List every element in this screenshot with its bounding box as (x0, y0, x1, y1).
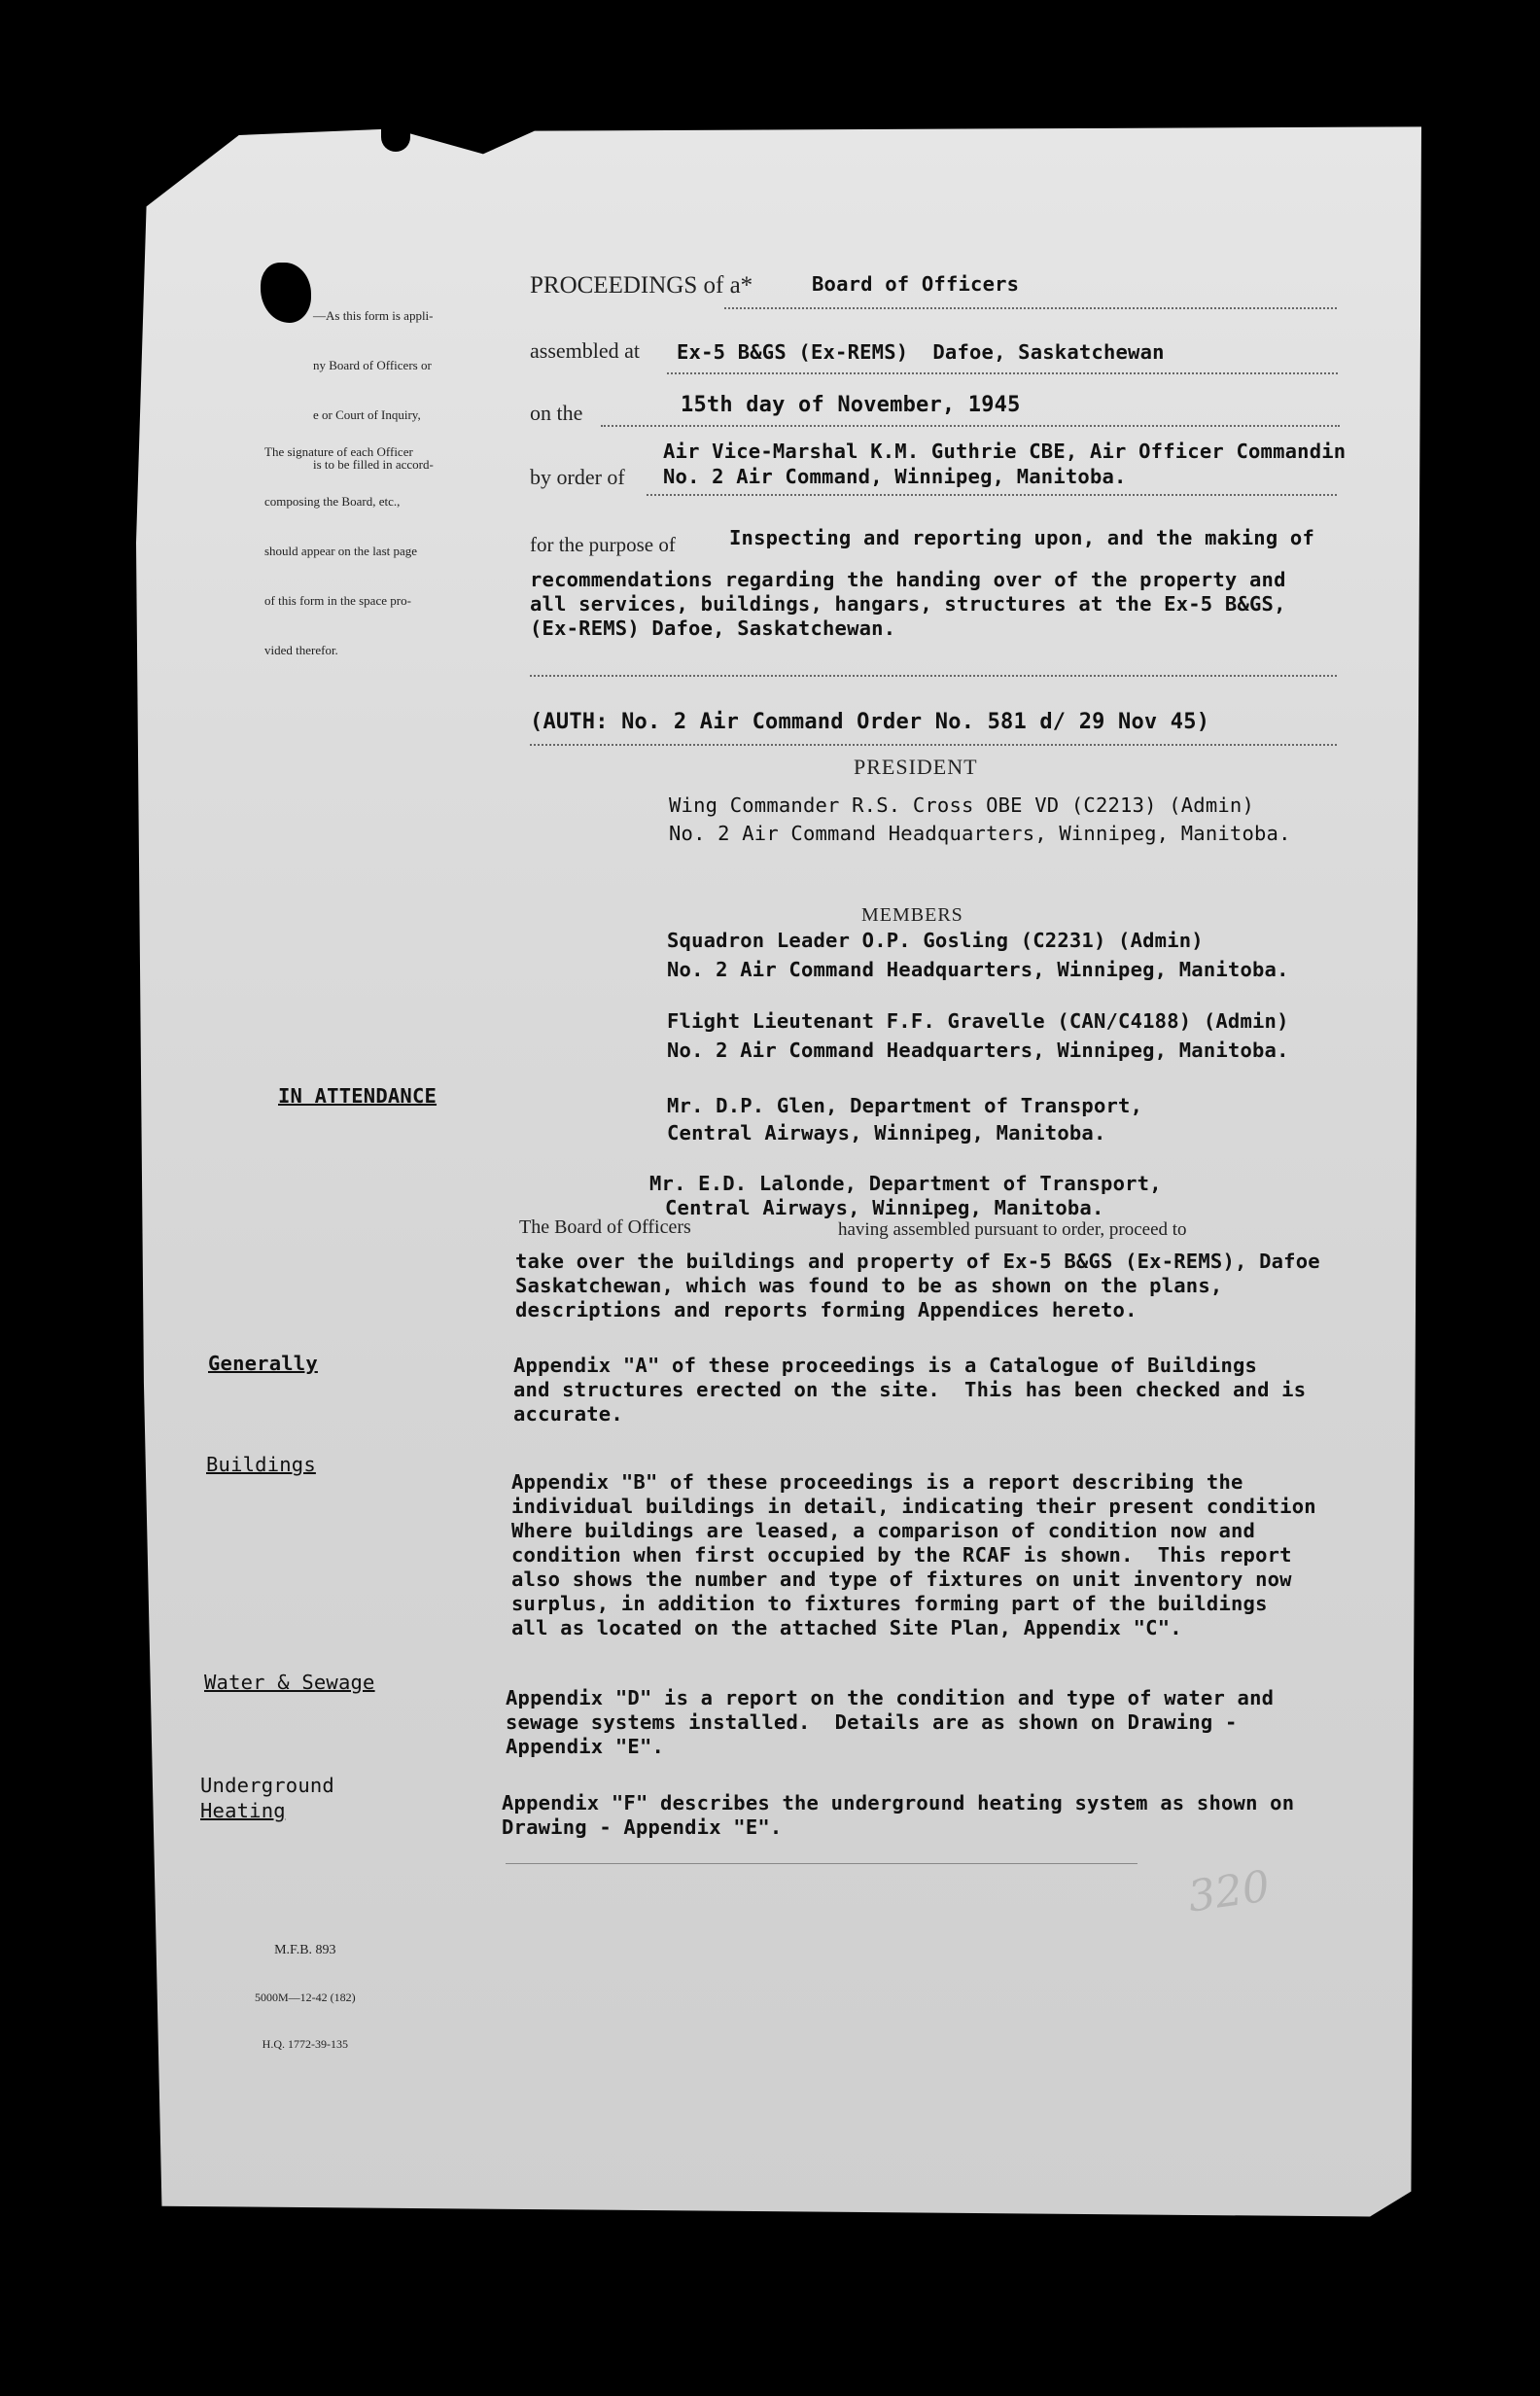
intro-line-2: take over the buildings and property of Ex-5 B&GS (Ex-REMS), Dafoe (515, 1250, 1320, 1273)
form-code-line: H.Q. 1772-39-135 (262, 2037, 348, 2051)
purpose-label: for the purpose of (530, 533, 676, 556)
section-water-line: Appendix "D" is a report on the condition and type of water and (506, 1686, 1275, 1709)
purpose-dotline-1 (530, 675, 1337, 677)
section-label-generally: Generally (208, 1352, 318, 1375)
intro-line-4: descriptions and reports forming Appendices hereto. (515, 1298, 1138, 1321)
form-code-line: M.F.B. 893 (274, 1943, 336, 1957)
on-date-value: 15th day of November, 1945 (681, 393, 1021, 417)
section-generally-line: accurate. (513, 1402, 623, 1426)
side-note-line: The signature of each Officer (264, 444, 413, 459)
purpose-dotline-2 (530, 744, 1337, 746)
authority-line: (AUTH: No. 2 Air Command Order No. 581 d/ 29 Nov 45) (530, 710, 1210, 734)
side-note-line: e or Court of Inquiry, (313, 407, 421, 422)
form-code (255, 1912, 356, 2067)
section-label-water-sewage: Water & Sewage (204, 1671, 375, 1694)
purpose-line-3: all services, buildings, hangars, structures at the Ex-5 B&GS, (530, 592, 1286, 616)
intro-line-3: Saskatchewan, which was found to be as shown on the plans, (515, 1274, 1223, 1297)
assembled-label: assembled at (530, 338, 641, 363)
assembled-value: Ex-5 B&GS (Ex-REMS) Dafoe, Saskatchewan (677, 340, 1165, 364)
order-line-1: Air Vice-Marshal K.M. Guthrie CBE, Air Officer Commandin (663, 440, 1347, 463)
side-note-line: ny Board of Officers or (313, 358, 432, 372)
intro-printed-rest: having assembled pursuant to order, proceed to (838, 1219, 1187, 1240)
section-buildings-line: condition when first occupied by the RCAF is shown. This report (511, 1543, 1292, 1567)
side-note-line: vided therefor. (264, 643, 338, 657)
member-2-line-2: No. 2 Air Command Headquarters, Winnipeg, Manitoba. (667, 1039, 1289, 1062)
section-buildings-line: Where buildings are leased, a comparison of condition now and (511, 1519, 1256, 1542)
purpose-line-2: recommendations regarding the handing over of the property and (530, 568, 1286, 591)
side-note-line: —As this form is appli- (313, 308, 434, 323)
proceedings-dotline (724, 307, 1337, 309)
purpose-line-4: (Ex-REMS) Dafoe, Saskatchewan. (530, 617, 896, 640)
order-line-2: No. 2 Air Command, Winnipeg, Manitoba. (663, 465, 1127, 488)
president-heading: PRESIDENT (854, 755, 978, 779)
section-water-line: Appendix "E". (506, 1735, 665, 1758)
member-1-line-1: Squadron Leader O.P. Gosling (C2231) (Admin) (667, 929, 1204, 952)
section-label-underground: Underground (200, 1774, 334, 1797)
member-1-line-2: No. 2 Air Command Headquarters, Winnipeg, Manitoba. (667, 958, 1289, 981)
president-line-2: No. 2 Air Command Headquarters, Winnipeg, Manitoba. (669, 822, 1291, 845)
members-heading: MEMBERS (861, 904, 963, 926)
proceedings-label: PROCEEDINGS of a* (530, 272, 753, 299)
side-note-line: composing the Board, etc., (264, 494, 401, 509)
proceedings-value: Board of Officers (812, 272, 1020, 296)
attendance-2-line-1: Mr. E.D. Lalonde, Department of Transport, (649, 1172, 1162, 1195)
attendance-2-line-2: Central Airways, Winnipeg, Manitoba. (665, 1196, 1104, 1219)
closing-rule (506, 1863, 1138, 1864)
section-heating-line: Drawing - Appendix "E". (502, 1815, 783, 1839)
section-buildings-line: individual buildings in detail, indicating their present condition (511, 1495, 1316, 1518)
section-generally-line: and structures erected on the site. This has been checked and is (513, 1378, 1307, 1401)
intro-printed-board: The Board of Officers (519, 1216, 691, 1238)
attendance-1-line-1: Mr. D.P. Glen, Department of Transport, (667, 1094, 1143, 1117)
member-2-line-1: Flight Lieutenant F.F. Gravelle (CAN/C4188) (Admin) (667, 1009, 1289, 1033)
section-heating-line: Appendix "F" describes the underground heating system as shown on (502, 1791, 1295, 1815)
side-note-signature (264, 410, 417, 675)
attendance-1-line-2: Central Airways, Winnipeg, Manitoba. (667, 1121, 1106, 1145)
side-note-line: should appear on the last page (264, 544, 418, 558)
section-buildings-line: Appendix "B" of these proceedings is a report describing the (511, 1470, 1243, 1494)
attendance-heading: IN ATTENDANCE (278, 1084, 438, 1108)
on-date-dotline (601, 425, 1340, 427)
side-note-line: is to be filled in accord- (313, 457, 434, 472)
section-buildings-line: all as located on the attached Site Plan, Appendix "C". (511, 1616, 1182, 1639)
section-generally-line: Appendix "A" of these proceedings is a Catalogue of Buildings (513, 1354, 1258, 1377)
section-buildings-line: surplus, in addition to fixtures forming part of the buildings (511, 1592, 1268, 1615)
president-line-1: Wing Commander R.S. Cross OBE VD (C2213) (Admin) (669, 793, 1255, 817)
section-buildings-line: also shows the number and type of fixtures on unit inventory now (511, 1568, 1292, 1591)
section-label-heating: Heating (200, 1799, 286, 1822)
section-water-line: sewage systems installed. Details are as shown on Drawing - (506, 1710, 1238, 1734)
on-date-label: on the (530, 401, 583, 425)
purpose-line-1: Inspecting and reporting upon, and the making of (729, 526, 1315, 549)
side-note-line: of this form in the space pro- (264, 593, 411, 608)
order-dotline (647, 494, 1337, 496)
order-label: by order of (530, 465, 625, 489)
torn-edge (381, 123, 410, 152)
section-label-buildings: Buildings (206, 1453, 316, 1476)
page-number-annotation: 320 (1184, 1861, 1274, 1922)
form-code-line: 5000M—12-42 (182) (255, 1991, 356, 2004)
assembled-dotline (667, 372, 1338, 374)
